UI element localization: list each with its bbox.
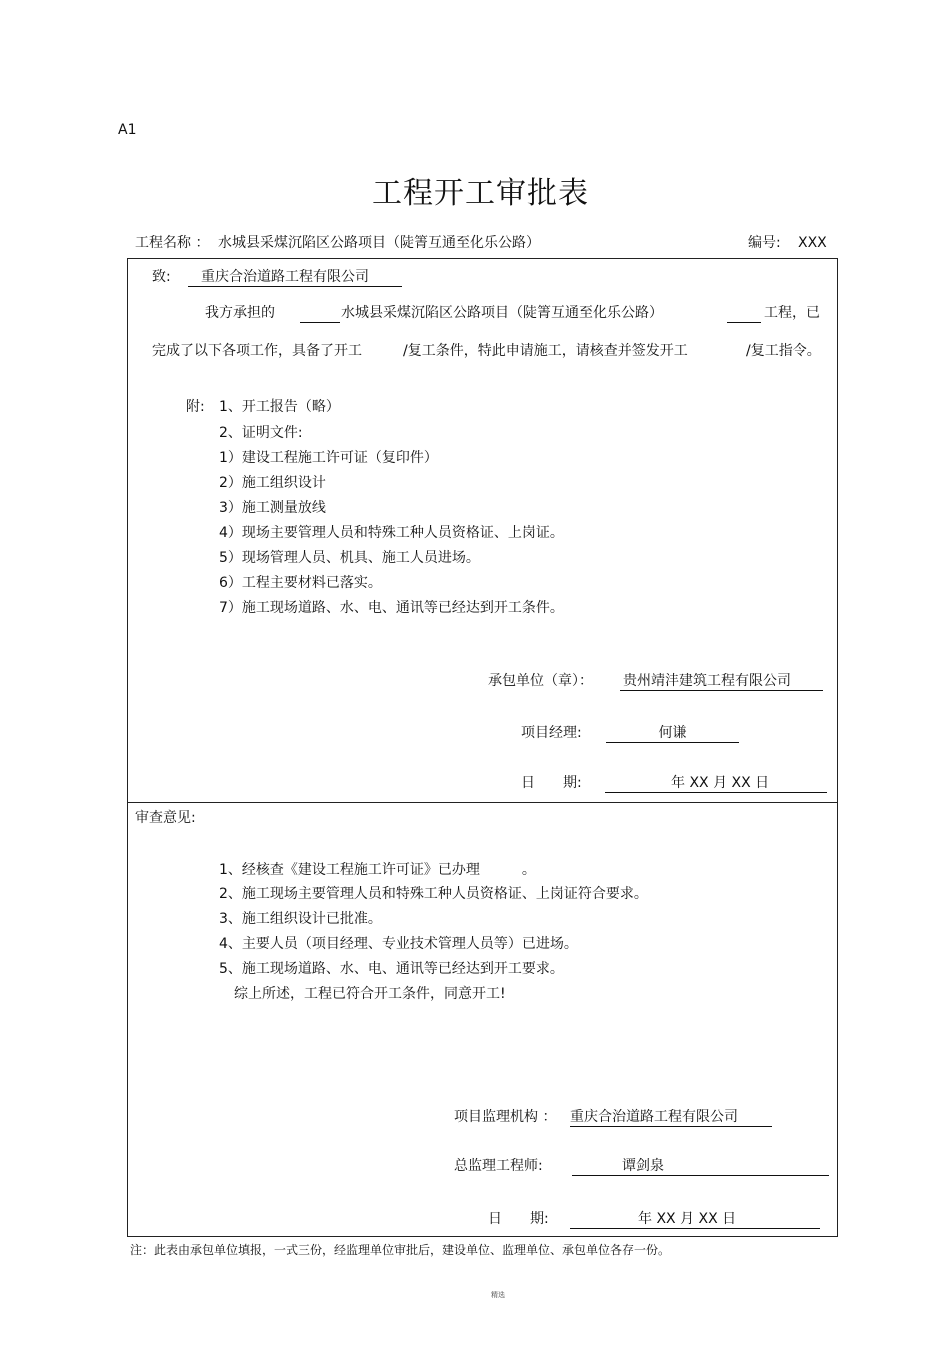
para2-part1: 完成了以下各项工作，具备了开工 (152, 343, 362, 359)
project-name-label: 工程名称 ： (135, 235, 210, 251)
para2-part3: /复工指令。 (746, 343, 821, 359)
engineer-value: 谭剑泉 (572, 1157, 829, 1176)
contractor-value: 贵州靖沣建筑工程有限公司 (620, 672, 823, 691)
attach-item: 7）施工现场道路、水、电、通讯等已经达到开工条件。 (219, 600, 564, 616)
review-conclusion: 综上所述，工程已符合开工条件，同意开工! (234, 986, 506, 1002)
manager-label: 项目经理: (521, 725, 582, 741)
supervisor-value: 重庆合治道路工程有限公司 (570, 1108, 772, 1127)
number-label: 编号: (748, 235, 781, 251)
attach-item: 2）施工组织设计 (219, 475, 326, 491)
to-value: 重庆合治道路工程有限公司 (188, 268, 402, 287)
date-label: 日 期: (521, 775, 582, 791)
attach-item: 4）现场主要管理人员和特殊工种人员资格证、上岗证。 (219, 525, 564, 541)
section-divider (127, 802, 838, 803)
review-label: 审查意见: (135, 810, 196, 826)
attach-item: 1、开工报告（略） (219, 399, 340, 415)
review-item: 1、经核查《建设工程施工许可证》已办理 。 (219, 862, 536, 878)
blank-line (300, 304, 340, 323)
manager-value: 何谦 (606, 724, 739, 743)
para1-prefix: 我方承担的 (205, 305, 275, 321)
number-value: XXX (798, 235, 827, 251)
contractor-label: 承包单位（章）： (488, 673, 593, 689)
blank-line (727, 304, 761, 323)
review-date-value: 年 XX 月 XX 日 (570, 1210, 820, 1229)
engineer-label: 总监理工程师: (454, 1158, 543, 1174)
footnote: 注：此表由承包单位填报，一式三份，经监理单位审批后，建设单位、监理单位、承包单位各存一份。 (130, 1243, 671, 1257)
page-mark: 精选 (491, 1291, 505, 1299)
to-label: 致: (152, 269, 171, 285)
para1-project: 水城县采煤沉陷区公路项目（陡箐互通至化乐公路） (341, 305, 663, 321)
review-date-label: 日 期: (488, 1211, 549, 1227)
para1-suffix: 工程，已 (764, 305, 820, 321)
attach-item: 2、证明文件: (219, 425, 303, 441)
review-item: 3、施工组织设计已批准。 (219, 911, 382, 927)
review-item: 2、施工现场主要管理人员和特殊工种人员资格证、上岗证符合要求。 (219, 886, 648, 902)
project-name-value: 水城县采煤沉陷区公路项目（陡箐互通至化乐公路） (218, 235, 540, 251)
review-item: 5、施工现场道路、水、电、通讯等已经达到开工要求。 (219, 961, 564, 977)
attach-item: 3）施工测量放线 (219, 500, 326, 516)
para2-part2: /复工条件，特此申请施工，请核查并签发开工 (403, 343, 688, 359)
attach-item: 5）现场管理人员、机具、施工人员进场。 (219, 550, 480, 566)
attach-label: 附: (186, 399, 205, 415)
form-code: A1 (118, 122, 137, 138)
review-item: 4、主要人员（项目经理、专业技术管理人员等）已进场。 (219, 936, 578, 952)
page-title: 工程开工审批表 (372, 176, 589, 211)
supervisor-label: 项目监理机构 ： (454, 1109, 557, 1125)
attach-item: 1）建设工程施工许可证（复印件） (219, 450, 438, 466)
attach-item: 6）工程主要材料已落实。 (219, 575, 382, 591)
date-value: 年 XX 月 XX 日 (605, 774, 827, 793)
